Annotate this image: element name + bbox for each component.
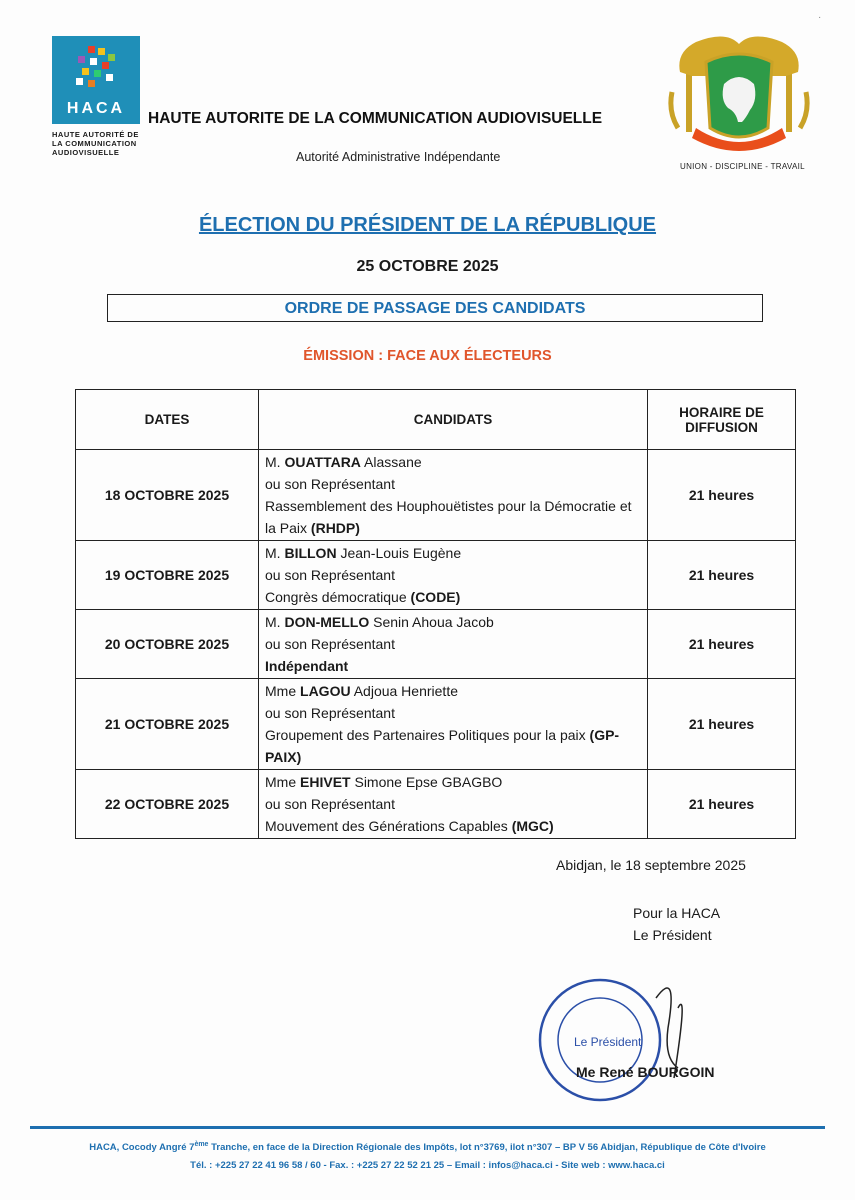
row-date: 20 OCTOBRE 2025 [76, 610, 259, 679]
row-date: 22 OCTOBRE 2025 [76, 770, 259, 839]
row-candidate: M. BILLON Jean-Louis Eugène ou son Représentant Congrès démocratique (CODE) [259, 541, 648, 610]
header-dates: DATES [76, 390, 259, 450]
schedule-table [75, 389, 796, 839]
row-candidate: Mme LAGOU Adjoua Henriette ou son Représentant Groupement des Partenaires Politiques pour la paix (GP-PAIX) [259, 679, 648, 770]
stamp-center-text: Le Président [574, 1035, 642, 1049]
table-row [76, 679, 796, 770]
row-candidate: M. DON-MELLO Senin Ahoua Jacob ou son Représentant Indépendant [259, 610, 648, 679]
party-code: (RHDP) [310, 520, 360, 536]
president-name: Me René BOURGOIN [576, 1064, 715, 1080]
footer-contact: Tél. : +225 27 22 41 96 58 / 60 - Fax. : +225 27 22 52 21 25 – Email : infos@haca.ci - Site web : www.haca.ci [190, 1160, 665, 1171]
logo-pattern [74, 46, 118, 90]
election-title: ÉLECTION DU PRÉSIDENT DE LA RÉPUBLIQUE [198, 214, 657, 236]
row-candidate: M. OUATTARA Alassane ou son Représentant Rassemblement des Houphouëtistes pour la Démocratie et la Paix (RHDP) [259, 450, 648, 541]
official-stamp [528, 958, 698, 1118]
party-code: (GP-PAIX) [265, 727, 620, 765]
candidate-surname: LAGOU [300, 683, 351, 699]
table-row [76, 610, 796, 679]
header-candidats: CANDIDATS [259, 390, 648, 450]
row-time: 21 heures [648, 679, 796, 770]
row-date: 18 OCTOBRE 2025 [76, 450, 259, 541]
party-name: Congrès démocratique [265, 589, 407, 605]
order-banner: ORDRE DE PASSAGE DES CANDIDATS [107, 294, 763, 322]
footer-address: HACA, Cocody Angré 7ème Tranche, en face de la Direction Régionale des Impôts, lot n°3769, ilot n°307 – BP V 56 Abidjan, République de Côte d'Ivoire [89, 1141, 766, 1154]
haca-logo [52, 36, 140, 124]
party-name: Rassemblement des Houphouëtistes pour la Démocratie et la Paix [265, 498, 632, 536]
party-name: Mouvement des Générations Capables [265, 818, 508, 834]
row-time: 21 heures [648, 770, 796, 839]
party-name: Groupement des Partenaires Politiques pour la paix [265, 727, 586, 743]
candidate-surname: BILLON [284, 545, 337, 561]
table-row [76, 450, 796, 541]
header-horaire: HORAIRE DE DIFFUSION [648, 390, 796, 450]
logo-subtitle: HAUTE AUTORITÉ DE LA COMMUNICATION AUDIOVISUELLE [52, 130, 139, 157]
row-time: 21 heures [648, 610, 796, 679]
coat-of-arms-emblem [666, 32, 812, 158]
org-name: HAUTE AUTORITE DE LA COMMUNICATION AUDIOVISUELLE [148, 110, 603, 127]
table-header-row [76, 390, 796, 450]
place-date: Abidjan, le 18 septembre 2025 [556, 857, 746, 873]
scan-mark: · [818, 12, 822, 23]
logo-text: HACA [66, 100, 126, 117]
party-code: (CODE) [410, 589, 461, 605]
row-time: 21 heures [648, 450, 796, 541]
footer-divider [30, 1126, 825, 1129]
row-date: 21 OCTOBRE 2025 [76, 679, 259, 770]
table-row [76, 770, 796, 839]
org-subtitle: Autorité Administrative Indépendante [296, 150, 501, 164]
national-motto: UNION - DISCIPLINE - TRAVAIL [680, 162, 805, 171]
candidate-surname: DON-MELLO [284, 614, 370, 630]
party-code: (MGC) [511, 818, 554, 834]
row-candidate: Mme EHIVET Simone Epse GBAGBO ou son Représentant Mouvement des Générations Capables (MGC) [259, 770, 648, 839]
candidate-surname: OUATTARA [284, 454, 361, 470]
signature-block: Pour la HACA Le Président [633, 905, 721, 943]
emission-title: ÉMISSION : FACE AUX ÉLECTEURS [303, 348, 552, 364]
election-date: 25 OCTOBRE 2025 [356, 258, 499, 275]
candidate-surname: EHIVET [300, 774, 351, 790]
party-code: Indépendant [265, 658, 349, 674]
row-time: 21 heures [648, 541, 796, 610]
row-date: 19 OCTOBRE 2025 [76, 541, 259, 610]
table-row [76, 541, 796, 610]
